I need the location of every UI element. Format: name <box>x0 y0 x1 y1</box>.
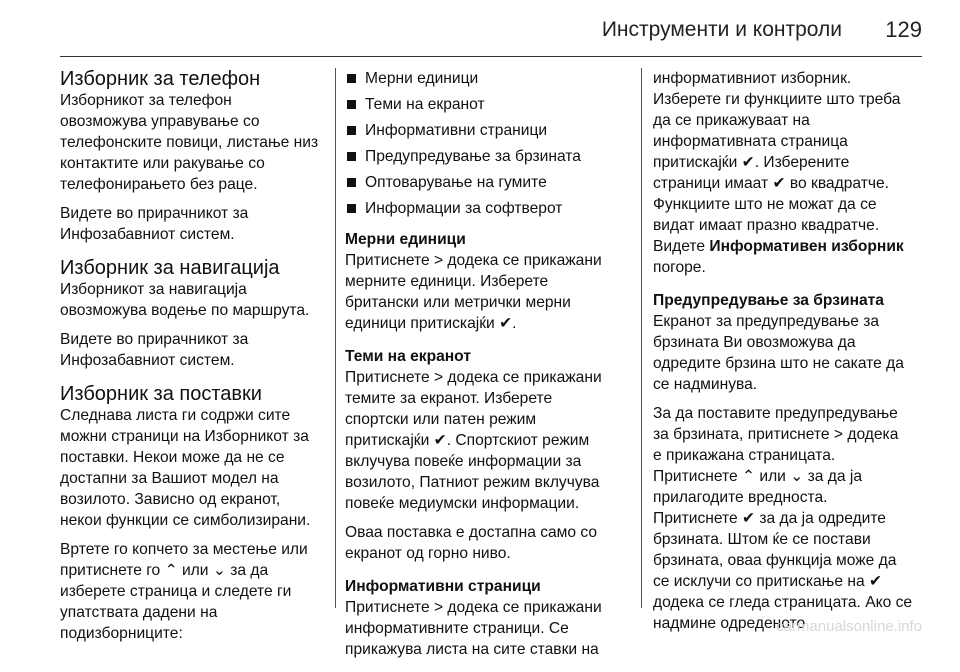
section-info-pages <box>345 576 630 660</box>
paragraph: Оваа поставка е достапна само со екранот од горно ниво. <box>345 524 598 562</box>
section-settings-menu <box>60 383 328 644</box>
subsection-heading: Теми на екранот <box>345 348 471 365</box>
chapter-title: Инструменти и контроли <box>601 18 842 41</box>
subsection-heading: Предупредување за брзината <box>653 292 884 309</box>
paragraph: За да поставите предупредување за брзината, притиснете > додека е прикажана страницата. Притиснете ⌃ или ⌄ за да ја прилагодите вредноста. Притиснете ✔ за да ја одредите брзината. Штом ќе се постави брзината, оваа функција може да се исклучи со притискање на ✔ додека се гледа страницата. Ако се надмине одреденото <box>653 405 913 632</box>
paragraph: Екранот за предупредување за брзината Ви овозможува да одредите брзина што не сакате да се надминува. <box>653 313 904 393</box>
settings-pages-list <box>345 68 630 219</box>
bullet-icon <box>347 100 356 109</box>
column-1 <box>60 68 328 656</box>
list-item: Оптоварување на гумите <box>345 172 630 193</box>
column-divider <box>335 68 336 608</box>
paragraph: информативниот изборник. Изберете ги функциите што треба да се прикажуваат на информативната страница притискајќи ✔. Изберените страници имаат ✔ во квадратче. Функциите што не можат да се видат имаат празно квадратче. Видете Информативен изборник погоре. <box>653 70 904 276</box>
bullet-icon <box>347 152 356 161</box>
paragraph: Притиснете > додека се прикажани информативните страници. Се прикажува листа на сите ставки на <box>345 599 602 658</box>
subsection-heading: Информативни страници <box>345 578 541 595</box>
section-heading: Изборник за навигација <box>60 257 280 279</box>
paragraph: Притиснете > додека се прикажани темите за екранот. Изберете спортски или патен режим притискајќи ✔. Спортскиот режим вклучува повеќе информации за возилото, Патниот режим вклучува повеќе медиумски информации. <box>345 369 602 512</box>
list-item: Теми на екранот <box>345 94 630 115</box>
watermark: carmanualsonline.info <box>776 618 922 635</box>
bullet-icon <box>347 178 356 187</box>
bullet-icon <box>347 204 356 213</box>
section-display-themes <box>345 346 630 564</box>
subsection-heading: Мерни единици <box>345 231 466 248</box>
list-item: Информативни страници <box>345 120 630 141</box>
paragraph: Вртете го копчето за местење или притиснете го ⌃ или ⌄ за да изберете страница и следете ги упатствата дадени на подизборниците: <box>60 541 308 642</box>
section-heading: Изборник за телефон <box>60 68 261 90</box>
section-units <box>345 229 630 334</box>
bullet-icon <box>347 74 356 83</box>
list-item: Предупредување за брзината <box>345 146 630 167</box>
section-speed-warning <box>653 290 923 634</box>
bullet-icon <box>347 126 356 135</box>
column-3 <box>653 68 923 646</box>
section-info-pages-cont <box>653 68 923 278</box>
page-header <box>0 0 960 58</box>
paragraph: Видете во прирачникот за Инфозабавниот систем. <box>60 331 249 369</box>
cross-reference: Информативен изборник <box>709 238 904 255</box>
section-navigation-menu <box>60 257 328 371</box>
paragraph: Притиснете > додека се прикажани мерните единици. Изберете британски или метрички мерни единици притискајќи ✔. <box>345 252 602 332</box>
column-divider <box>641 68 642 608</box>
section-heading: Изборник за поставки <box>60 383 262 405</box>
column-2 <box>345 68 630 672</box>
paragraph: Следнава листа ги содржи сите можни страници на Изборникот за поставки. Некои може да не се достапни за Вашиот модел на возилото. Зависно од екранот, некои функции се симболизирани. <box>60 407 311 529</box>
paragraph: Изборникот за телефон овозможува управување со телефонските повици, листање низ контактите или ракување со телефонирањето без раце. <box>60 92 319 193</box>
paragraph: Изборникот за навигација овозможува водење по маршрута. <box>60 281 310 319</box>
list-item: Информации за софтверот <box>345 198 630 219</box>
header-rule <box>60 56 922 57</box>
section-phone-menu <box>60 68 328 245</box>
paragraph: Видете во прирачникот за Инфозабавниот систем. <box>60 205 249 243</box>
list-item: Мерни единици <box>345 68 630 89</box>
page-number: 129 <box>885 17 922 42</box>
